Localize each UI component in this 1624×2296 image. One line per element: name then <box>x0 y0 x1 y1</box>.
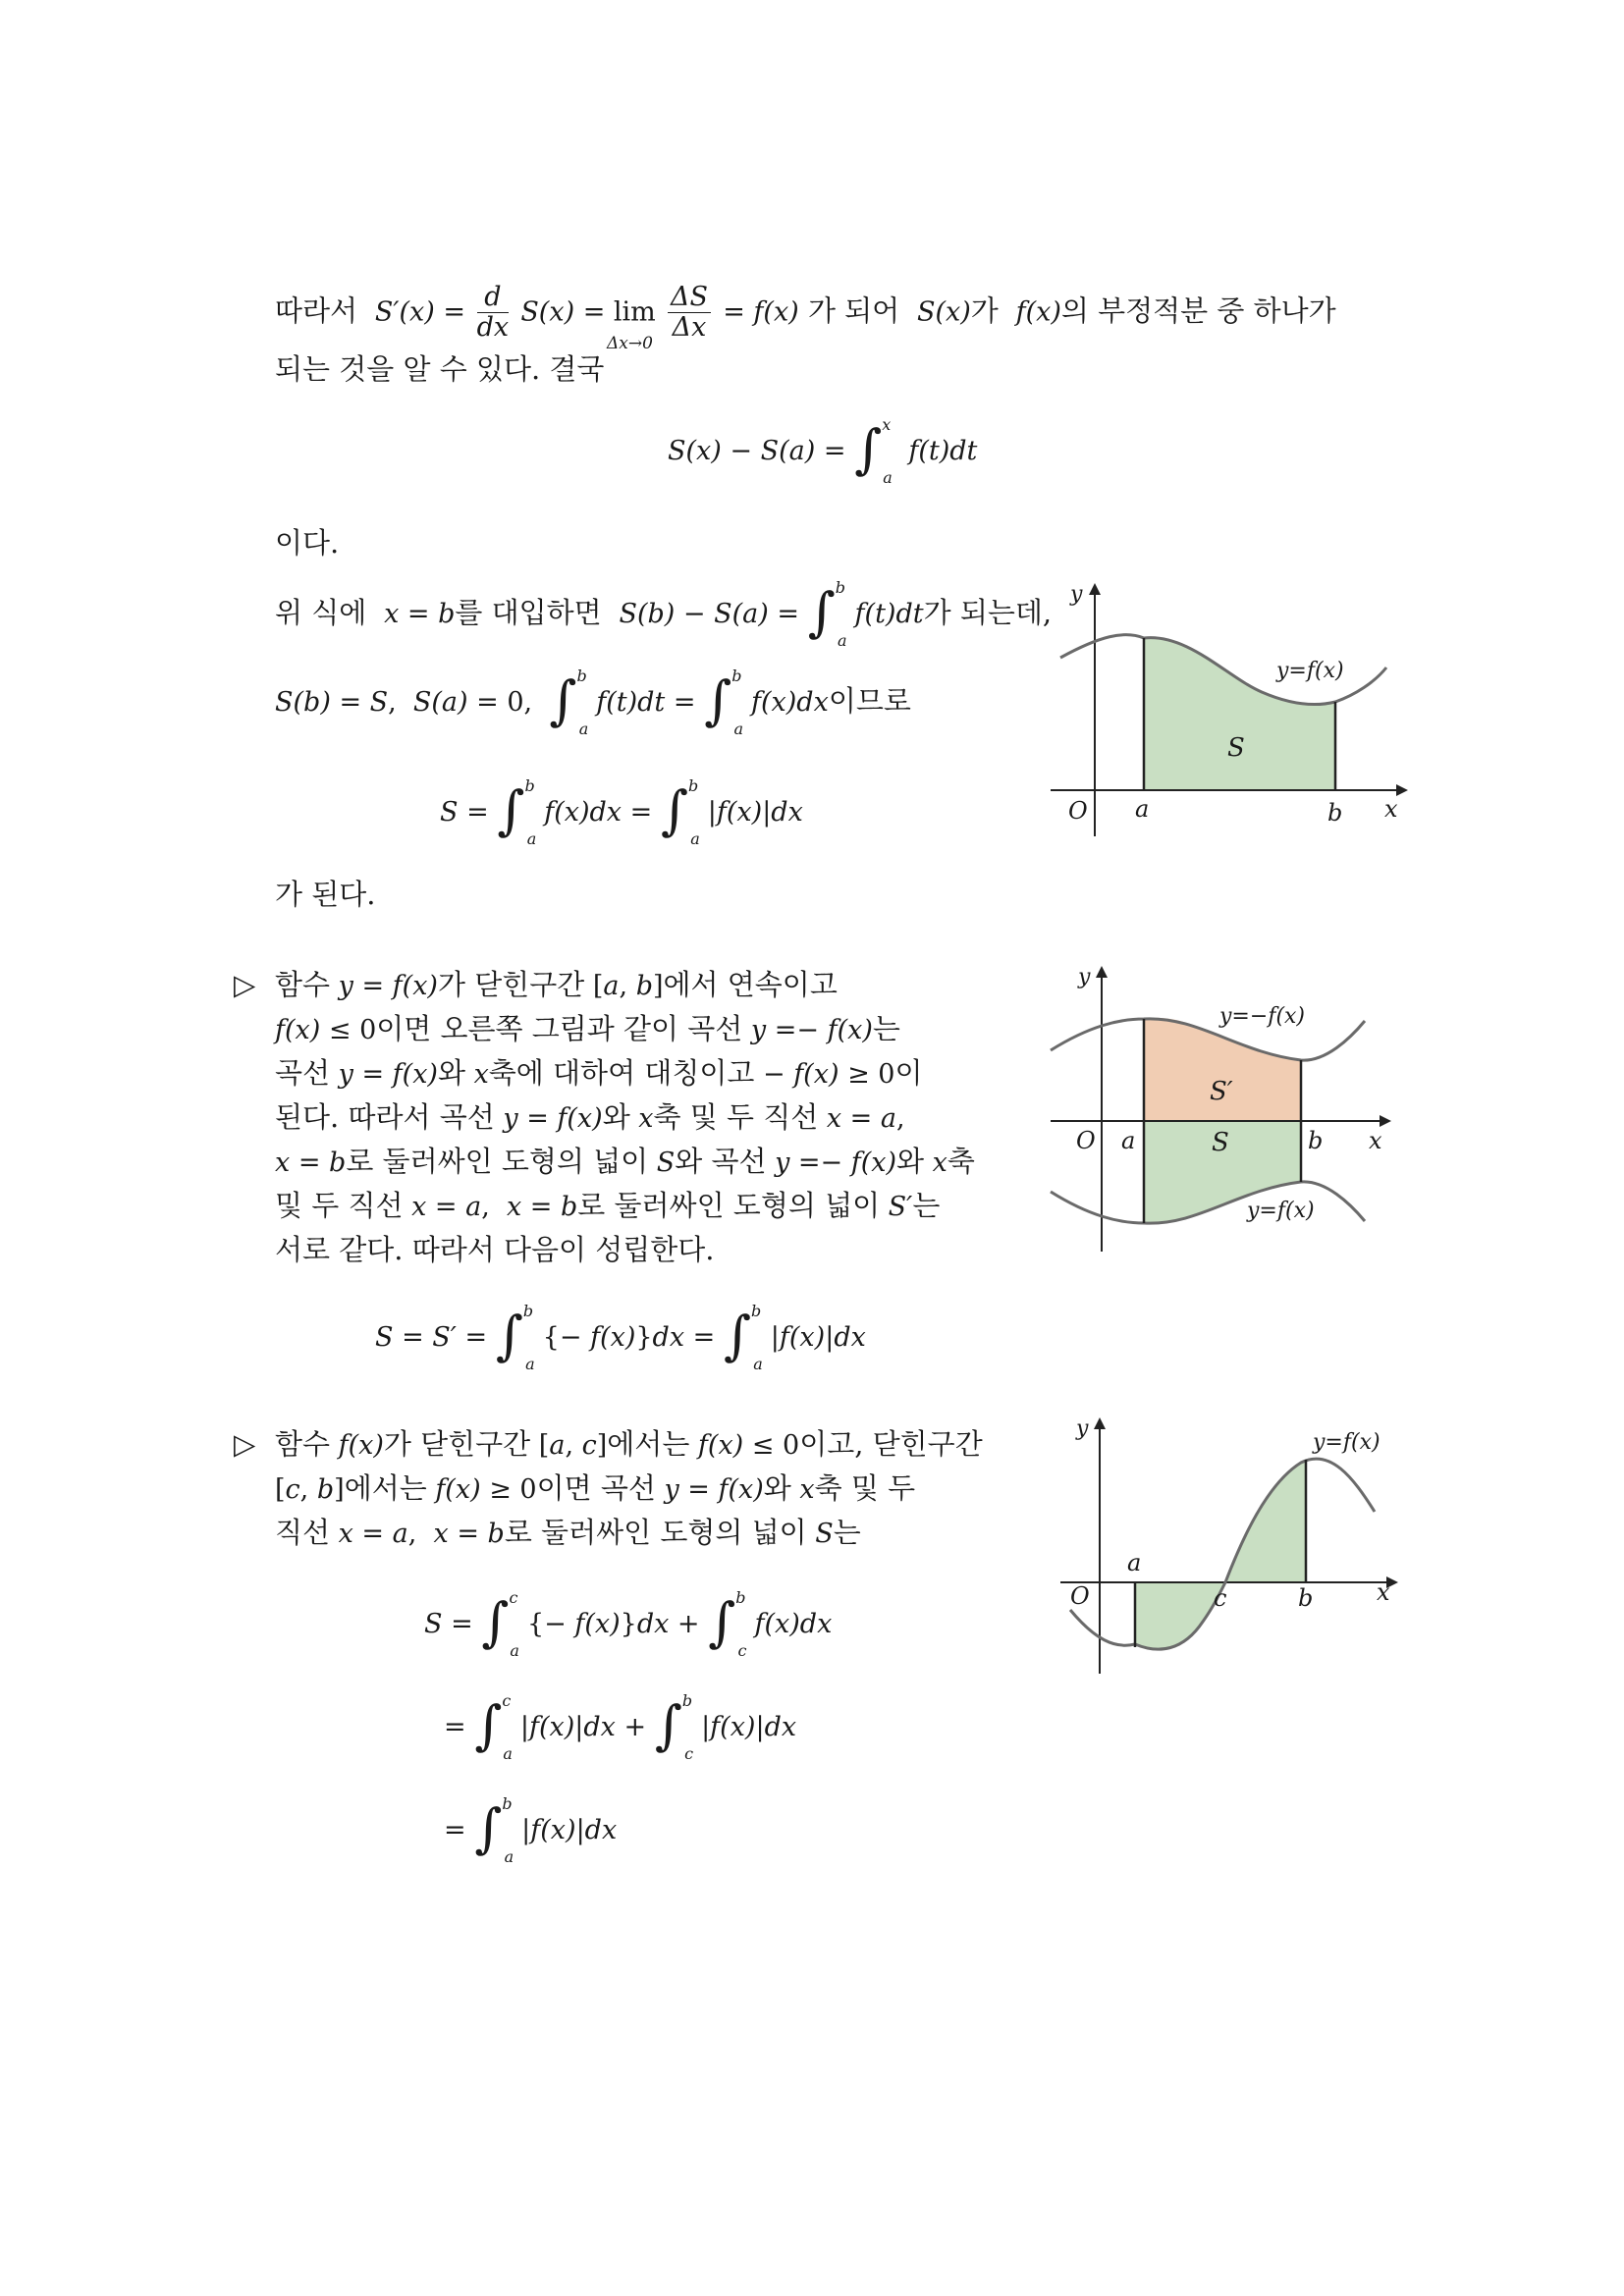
x-arrow <box>1396 784 1408 796</box>
math-expr: S <box>648 1148 676 1178</box>
text: 는 <box>872 1012 900 1045</box>
text: 함수 <box>275 968 331 1001</box>
math-expr: x = a, <box>818 1103 905 1134</box>
text: 곡선 <box>275 1056 331 1090</box>
y-arrow <box>1089 583 1101 595</box>
sec1-line1 <box>275 283 1336 343</box>
math-expr: S(x) = lim <box>520 296 656 328</box>
eq-s-split-3: = ∫$^b_a$|f(x)|dx <box>444 1794 618 1867</box>
origin-label: O <box>1076 1127 1096 1154</box>
sec2-line3 <box>275 1055 922 1093</box>
math-expr: x = a, x = b <box>330 1519 505 1549</box>
math-expr: S′ <box>880 1192 913 1222</box>
eq-s-equal-sprime: S = S′ = ∫$^b_a${− f(x)}dx = ∫$^b_a$|f(x)|dx <box>375 1302 866 1374</box>
text: 와 <box>437 1056 465 1090</box>
region-below <box>1135 1582 1225 1649</box>
text: 에서 연속이고 <box>663 968 838 1001</box>
text: 이면 오른쪽 그림과 같이 곡선 <box>376 1012 743 1045</box>
y-arrow <box>1094 1417 1106 1429</box>
sec2-line1 <box>275 967 838 1004</box>
b-label: b <box>1308 1127 1324 1154</box>
text: 이고, 닫힌구간 <box>799 1427 983 1461</box>
math-expr: x <box>464 1059 489 1090</box>
text: 와 곡선 <box>675 1145 767 1178</box>
x-label: x <box>1384 795 1398 823</box>
text: 와 <box>602 1100 630 1134</box>
region-above <box>1225 1460 1306 1582</box>
bottom-region-label: S <box>1212 1128 1229 1157</box>
eq-s-integral: S = ∫$^b_a$f(x)dx = ∫$^b_a$|f(x)|dx <box>440 776 803 849</box>
eq-s-split-2: = ∫$^c_a$|f(x)|dx + ∫$^b_c$|f(x)|dx <box>444 1691 797 1764</box>
math-expr: S(b) − S(a) = ∫$^b_a$f(t)dt <box>610 578 924 651</box>
x-label: x <box>1369 1127 1382 1154</box>
a-label: a <box>1127 1549 1142 1576</box>
curve-label: y=f(x) <box>1313 1430 1380 1455</box>
text: 가 닫힌구간 <box>437 968 585 1001</box>
sec2-bullet: ▷ <box>234 968 256 1001</box>
sec3-line1 <box>275 1426 983 1464</box>
b-label: b <box>1298 1584 1314 1612</box>
math-expr: x <box>924 1148 947 1178</box>
math-expr: y = f(x) <box>330 971 438 1001</box>
figure-2-graph <box>1041 962 1414 1256</box>
x-arrow <box>1380 1115 1391 1127</box>
text: 가 되어 <box>807 294 900 328</box>
text: 축에 대하여 대칭이고 <box>488 1056 755 1090</box>
math-expr: y =− f(x) <box>766 1148 897 1178</box>
math-expr: S′(x) = <box>366 296 474 328</box>
text: 따라서 <box>275 294 358 328</box>
sec2-line6 <box>275 1188 940 1225</box>
sec2-line7: 서로 같다. 따라서 다음이 성립한다. <box>275 1233 715 1266</box>
sec1-line5: S(b) = S, S(a) = 0, ∫$^b_a$f(t)dt = ∫$^b_a$f(x)dx이므로 <box>275 667 911 739</box>
text: 이면 곡선 <box>536 1471 656 1505</box>
math-expr: [a, b] <box>592 971 664 1001</box>
text: 및 두 직선 <box>275 1189 404 1222</box>
sec3-line3 <box>275 1515 861 1552</box>
math-expr: x = b <box>275 1148 347 1178</box>
text: 이므로 <box>828 684 911 718</box>
figure-1-graph <box>1041 579 1414 844</box>
text: 축 <box>947 1145 975 1178</box>
text: 가 되는데, <box>923 596 1053 629</box>
sec1-line4 <box>275 578 1053 651</box>
sec2-line2 <box>275 1011 900 1048</box>
text: 위 식에 <box>275 596 367 629</box>
text: 로 둘러싸인 도형의 넓이 <box>504 1516 807 1549</box>
text: 로 둘러싸인 도형의 넓이 <box>577 1189 881 1222</box>
sec2-line5 <box>275 1144 975 1181</box>
text: 와 <box>763 1471 791 1505</box>
math-expr: x <box>629 1103 654 1134</box>
text: 는 <box>833 1516 861 1549</box>
b-label: b <box>1327 799 1343 827</box>
c-label: c <box>1214 1584 1227 1612</box>
text: 된다. 따라서 곡선 <box>275 1100 495 1134</box>
math-expr: [a, c] <box>538 1430 608 1461</box>
sec1-line3: 이다. <box>275 526 340 560</box>
top-curve-label: y=−f(x) <box>1219 1004 1306 1029</box>
math-expr: = f(x) <box>723 296 799 328</box>
origin-label: O <box>1068 797 1088 825</box>
text: 를 대입하면 <box>455 596 602 629</box>
math-expr: x <box>790 1474 815 1505</box>
sec3-line2 <box>275 1470 915 1508</box>
a-label: a <box>1135 795 1150 823</box>
text: 이 <box>894 1056 923 1090</box>
y-label: y <box>1076 1416 1089 1441</box>
math-expr: y = f(x) <box>494 1103 603 1134</box>
math-expr: y = f(x) <box>655 1474 764 1505</box>
math-expr: x = a, x = b <box>403 1192 578 1222</box>
y-arrow <box>1096 966 1108 978</box>
eq-s-minus: S(x) − S(a) = ∫$^x_a$ f(t)dt <box>668 415 978 488</box>
math-expr: S <box>806 1519 834 1549</box>
math-expr: y =− f(x) <box>742 1015 873 1045</box>
region-label: S <box>1227 733 1245 763</box>
text: 함수 <box>275 1427 331 1461</box>
text: 에서는 <box>607 1427 690 1461</box>
y-label: y <box>1070 582 1083 607</box>
math-expr: y = f(x) <box>330 1059 438 1090</box>
sec2-line4 <box>275 1099 905 1137</box>
curve-label: y=f(x) <box>1276 659 1344 683</box>
fraction: $\frac{d}{dx}$ <box>476 282 510 343</box>
x-label: x <box>1377 1578 1390 1606</box>
text: 는 <box>912 1189 941 1222</box>
eq-s-split-1: S = ∫$^c_a${− f(x)}dx + ∫$^b_c$f(x)dx <box>424 1588 833 1661</box>
sec3-bullet: ▷ <box>234 1427 256 1461</box>
fraction: $\frac{\Delta S}{\Delta x}$ <box>668 283 711 343</box>
math-expr: x = b <box>375 599 456 629</box>
sec1-line2: 되는 것을 알 수 있다. 결국 <box>275 352 605 386</box>
text: 축 및 두 직선 <box>653 1100 819 1134</box>
text: 가 <box>970 294 999 328</box>
math-expr: [c, b] <box>275 1474 345 1505</box>
top-region-label: S′ <box>1210 1077 1233 1106</box>
origin-label: O <box>1070 1582 1090 1610</box>
curve-fx <box>1070 1459 1375 1649</box>
text: 축 및 두 <box>814 1471 916 1505</box>
text: 의 부정적분 중 하나가 <box>1060 294 1336 328</box>
text: 로 둘러싸인 도형의 넓이 <box>346 1145 649 1178</box>
text: 직선 <box>275 1516 331 1549</box>
a-label: a <box>1121 1127 1136 1154</box>
math-expr: f(x) ≤ 0 <box>275 1015 377 1045</box>
math-expr: − f(x) ≥ 0 <box>762 1059 895 1090</box>
y-label: y <box>1078 965 1091 989</box>
text: 에서는 <box>344 1471 427 1505</box>
math-expr: f(x) ≥ 0 <box>426 1474 537 1505</box>
bottom-curve-label: y=f(x) <box>1247 1199 1315 1223</box>
sec1-line6: 가 된다. <box>275 878 376 911</box>
math-expr: f(x) <box>330 1430 384 1461</box>
math-expr: f(x) <box>1007 296 1061 328</box>
text: 와 <box>896 1145 925 1178</box>
figure-3-graph <box>1041 1414 1414 1688</box>
math-expr: S(x) <box>908 296 971 328</box>
math-expr: f(x) ≤ 0 <box>689 1430 800 1461</box>
lim-subscript: Δx→0 <box>607 334 653 353</box>
text: 가 닫힌구간 <box>383 1427 531 1461</box>
